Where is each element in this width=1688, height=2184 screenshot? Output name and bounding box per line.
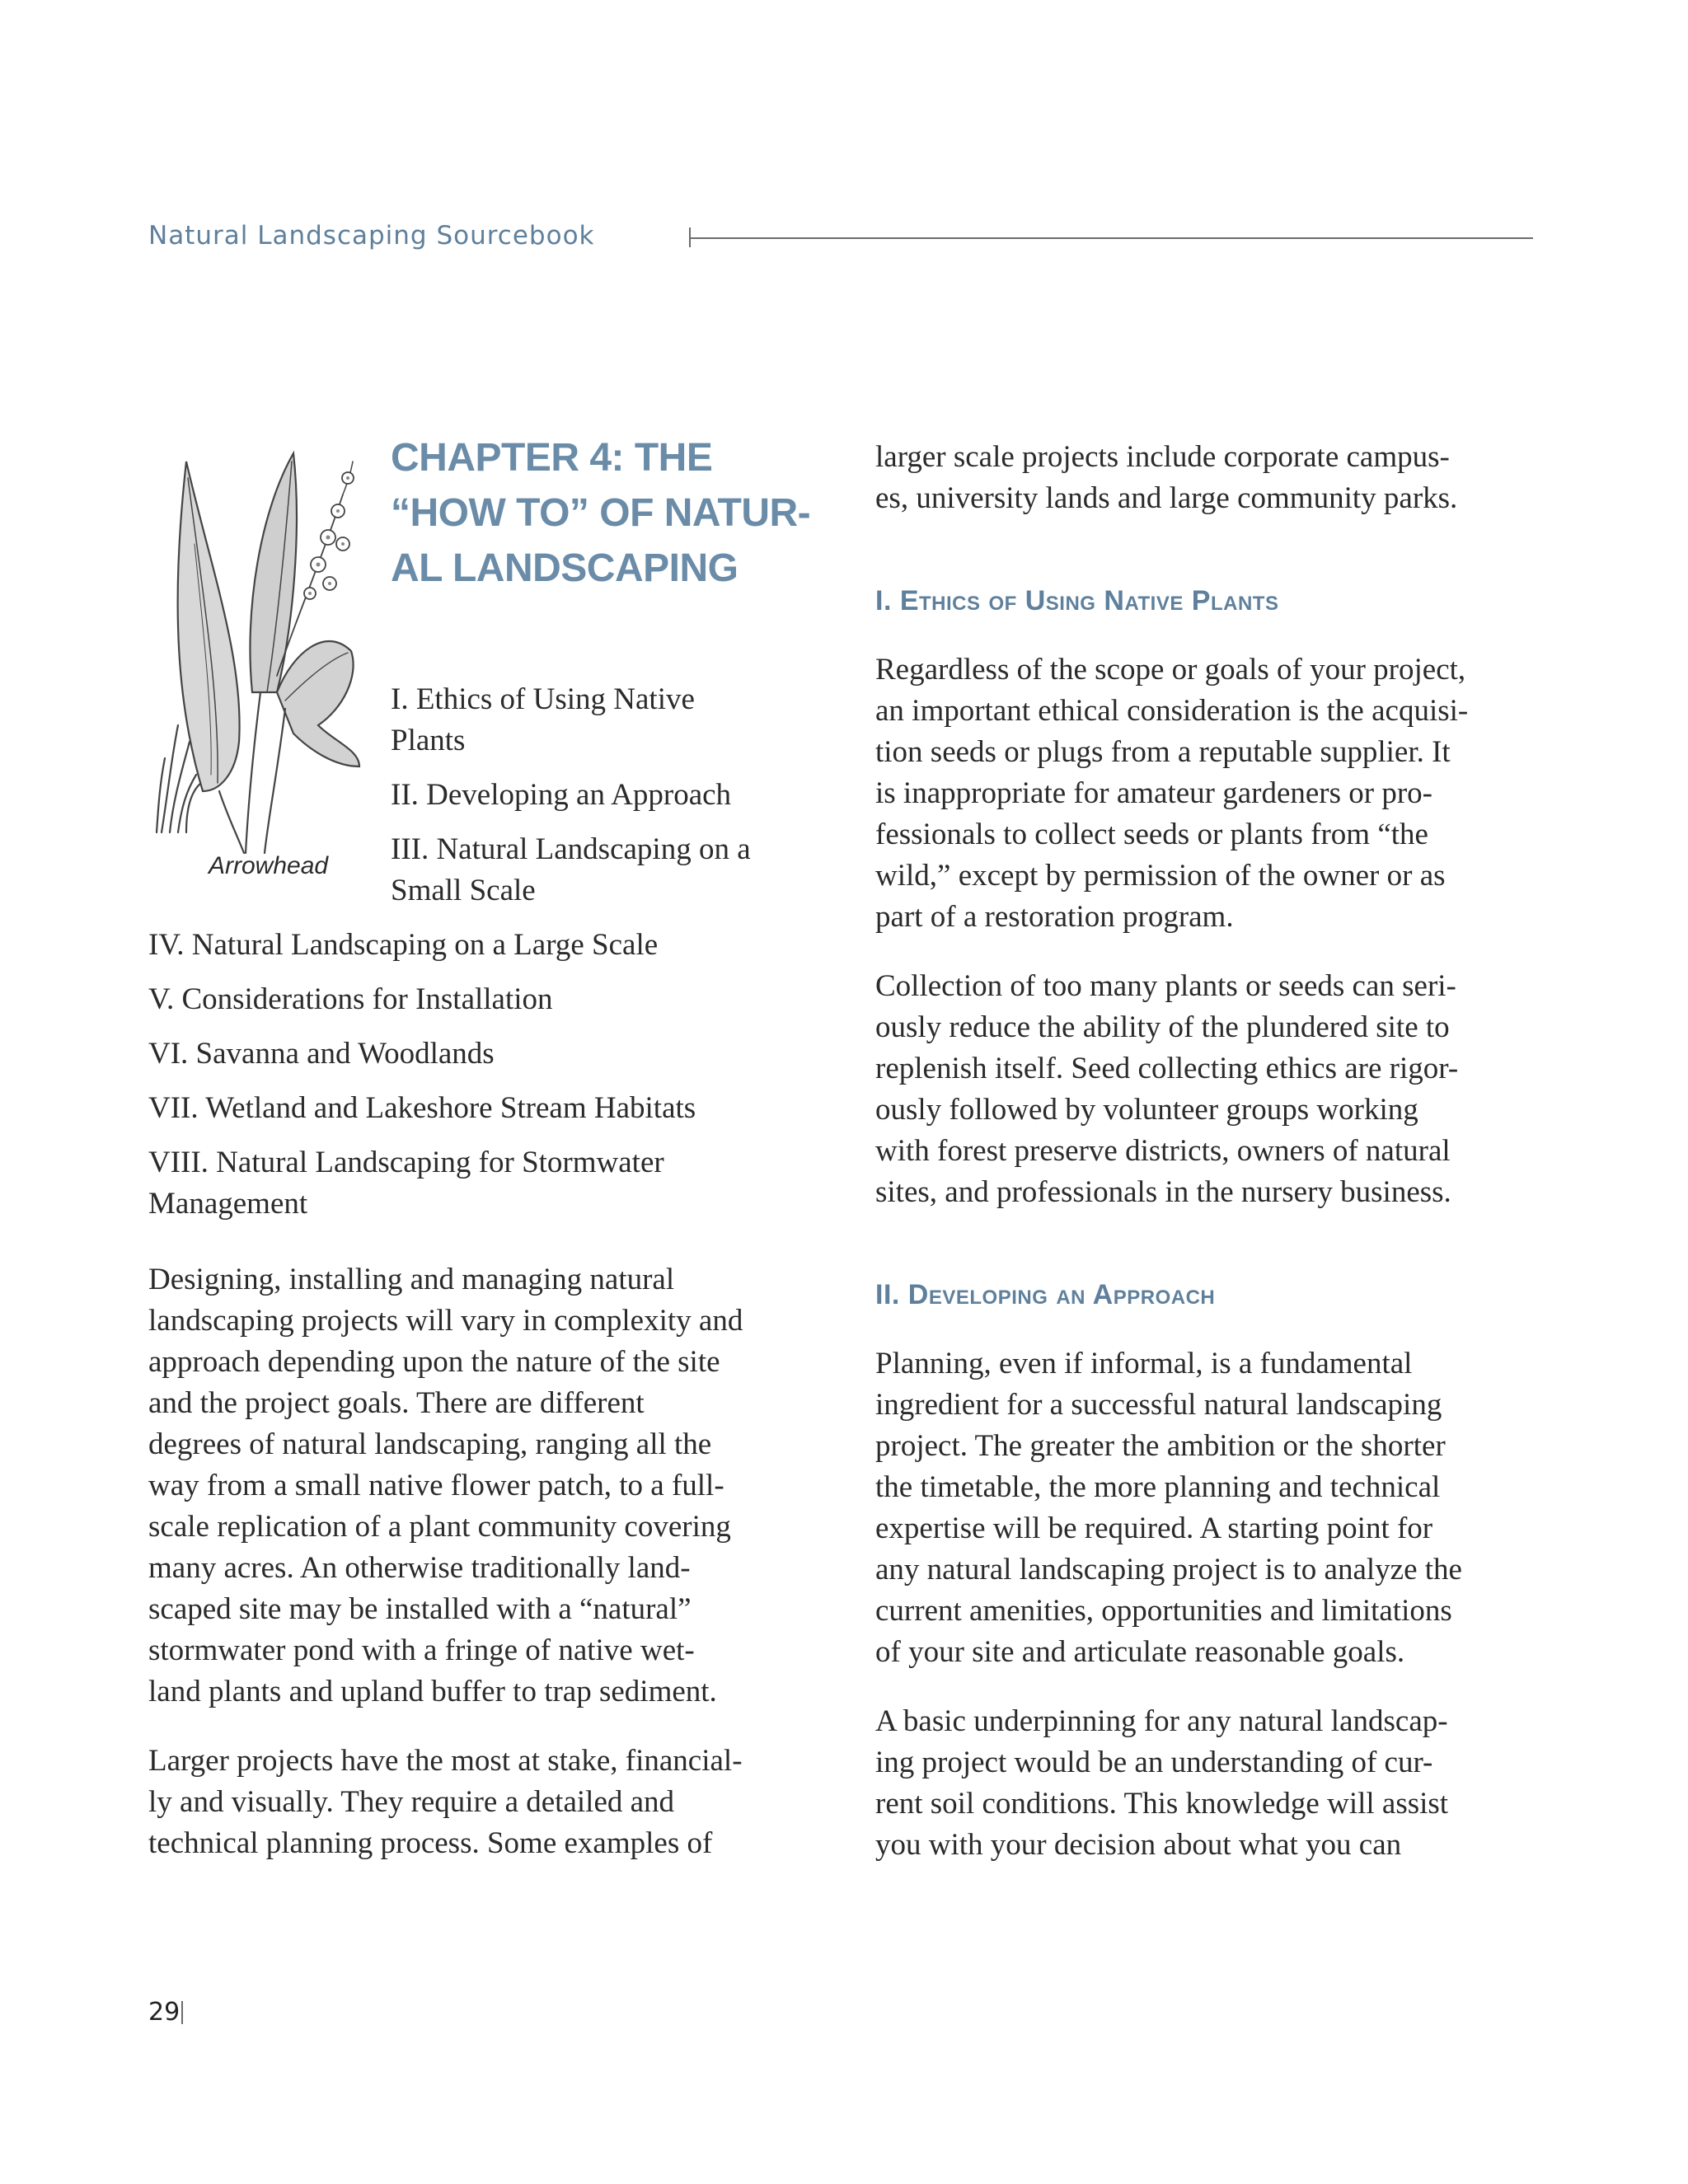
toc-item-stormwater bbox=[148, 1142, 824, 1225]
text-line: the timetable, the more planning and technical bbox=[875, 1470, 1441, 1504]
text-line: with forest preserve districts, owners of natural bbox=[875, 1134, 1451, 1168]
paragraph-gap bbox=[148, 1713, 832, 1741]
toc-item-line: IV. Natural Landscaping on a Large Scale bbox=[148, 928, 659, 962]
toc-item-large-scale bbox=[148, 925, 824, 966]
page-number-tick bbox=[181, 2001, 183, 2024]
chapter-title bbox=[391, 430, 819, 596]
running-header: Natural Landscaping Sourcebook bbox=[148, 221, 595, 251]
text-line: ously reduce the ability of the plundered site to bbox=[875, 1010, 1450, 1044]
text-line: any natural landscaping project is to analyze the bbox=[875, 1553, 1462, 1586]
text-line: you with your decision about what you can bbox=[875, 1828, 1402, 1862]
text-line: wild,” except by permission of the owner or as bbox=[875, 859, 1446, 893]
text-line: A basic underpinning for any natural landscap- bbox=[875, 1704, 1448, 1738]
toc-item-line: I. Ethics of Using Native bbox=[391, 682, 695, 716]
chapter-title-line: “HOW TO” OF NATUR- bbox=[391, 491, 811, 535]
body-paragraph bbox=[875, 966, 1535, 1213]
text-line: part of a restoration program. bbox=[875, 900, 1234, 934]
text-line: current amenities, opportunities and limitations bbox=[875, 1594, 1452, 1628]
header-rule bbox=[691, 237, 1533, 239]
text-line: sites, and professionals in the nursery business. bbox=[875, 1175, 1451, 1209]
text-line: approach depending upon the nature of the site bbox=[148, 1345, 720, 1379]
text-line: is inappropriate for amateur gardeners or pro- bbox=[875, 776, 1432, 810]
text-line: tion seeds or plugs from a reputable supplier. It bbox=[875, 735, 1451, 769]
toc-item-line: II. Developing an Approach bbox=[391, 778, 732, 812]
toc-item-line: Management bbox=[148, 1187, 308, 1221]
section-heading-approach: II. Developing an Approach bbox=[875, 1279, 1216, 1310]
toc-item-wetland bbox=[148, 1088, 824, 1129]
text-line: scaped site may be installed with a “natural” bbox=[148, 1592, 692, 1626]
body-paragraph bbox=[148, 1741, 832, 1864]
body-paragraph bbox=[148, 1259, 832, 1713]
text-line: way from a small native flower patch, to a full- bbox=[148, 1469, 724, 1502]
section-gap bbox=[875, 1213, 1535, 1274]
text-line: expertise will be required. A starting point for bbox=[875, 1511, 1433, 1545]
text-line: land plants and upland buffer to trap sediment. bbox=[148, 1675, 717, 1708]
text-line: project. The greater the ambition or the shorter bbox=[875, 1429, 1446, 1463]
toc-item-line: VI. Savanna and Woodlands bbox=[148, 1037, 495, 1071]
toc-item-line: VIII. Natural Landscaping for Stormwater bbox=[148, 1146, 664, 1179]
right-column bbox=[875, 437, 1535, 1866]
body-paragraph bbox=[875, 1701, 1535, 1866]
text-line: ing project would be an understanding of cur- bbox=[875, 1746, 1433, 1779]
chapter-title-line: AL LANDSCAPING bbox=[391, 546, 738, 590]
text-line: and the project goals. There are different bbox=[148, 1386, 645, 1420]
paragraph-gap bbox=[875, 938, 1535, 966]
illustration-caption: Arrowhead bbox=[209, 852, 329, 879]
text-line: replenish itself. Seed collecting ethics are rigor- bbox=[875, 1052, 1459, 1085]
toc-item-ethics bbox=[391, 679, 824, 762]
text-line: degrees of natural landscaping, ranging all the bbox=[148, 1427, 712, 1461]
toc-item-approach bbox=[391, 775, 824, 816]
heading-gap bbox=[875, 621, 1535, 649]
section-heading-ethics: I. Ethics of Using Native Plants bbox=[875, 585, 1279, 616]
body-paragraph bbox=[875, 1343, 1535, 1673]
chapter-title-line: CHAPTER 4: THE bbox=[391, 436, 713, 480]
text-line: landscaping projects will vary in complexity and bbox=[148, 1304, 743, 1338]
text-line: fessionals to collect seeds or plants from “the bbox=[875, 818, 1428, 851]
text-line: larger scale projects include corporate campus- bbox=[875, 440, 1450, 474]
heading-gap bbox=[875, 1315, 1535, 1343]
page-number: 29 bbox=[148, 1998, 181, 2027]
text-line: technical planning process. Some examples of bbox=[148, 1826, 713, 1860]
section-gap bbox=[875, 519, 1535, 580]
toc-item-line: III. Natural Landscaping on a bbox=[391, 832, 751, 866]
body-paragraph bbox=[875, 649, 1535, 938]
text-line: scale replication of a plant community covering bbox=[148, 1510, 731, 1544]
toc-item-line: VII. Wetland and Lakeshore Stream Habitats bbox=[148, 1091, 696, 1125]
text-line: ly and visually. They require a detailed and bbox=[148, 1785, 675, 1819]
toc-item-savanna bbox=[148, 1033, 824, 1075]
toc-item-installation bbox=[148, 979, 824, 1020]
toc-item-small-scale bbox=[391, 829, 824, 912]
text-line: Collection of too many plants or seeds can seri- bbox=[875, 969, 1456, 1003]
text-line: of your site and articulate reasonable goals. bbox=[875, 1635, 1405, 1669]
text-line: rent soil conditions. This knowledge will assist bbox=[875, 1787, 1449, 1821]
body-paragraph bbox=[875, 437, 1535, 519]
text-line: Larger projects have the most at stake, financial- bbox=[148, 1744, 743, 1778]
text-line: Planning, even if informal, is a fundamental bbox=[875, 1347, 1413, 1380]
text-line: es, university lands and large community parks. bbox=[875, 481, 1458, 515]
toc-item-line: V. Considerations for Installation bbox=[148, 982, 553, 1016]
text-line: Designing, installing and managing natural bbox=[148, 1263, 675, 1296]
text-line: ously followed by volunteer groups working bbox=[875, 1093, 1418, 1127]
chapter-contents-list bbox=[148, 679, 824, 1238]
text-line: an important ethical consideration is the acquisi- bbox=[875, 694, 1469, 728]
toc-item-line: Small Scale bbox=[391, 874, 536, 907]
text-line: stormwater pond with a fringe of native wet- bbox=[148, 1633, 695, 1667]
text-line: many acres. An otherwise traditionally land- bbox=[148, 1551, 691, 1585]
toc-item-line: Plants bbox=[391, 724, 466, 757]
left-column bbox=[148, 1259, 832, 1864]
paragraph-gap bbox=[875, 1673, 1535, 1701]
text-line: ingredient for a successful natural landscaping bbox=[875, 1388, 1442, 1422]
text-line: Regardless of the scope or goals of your project, bbox=[875, 653, 1466, 687]
